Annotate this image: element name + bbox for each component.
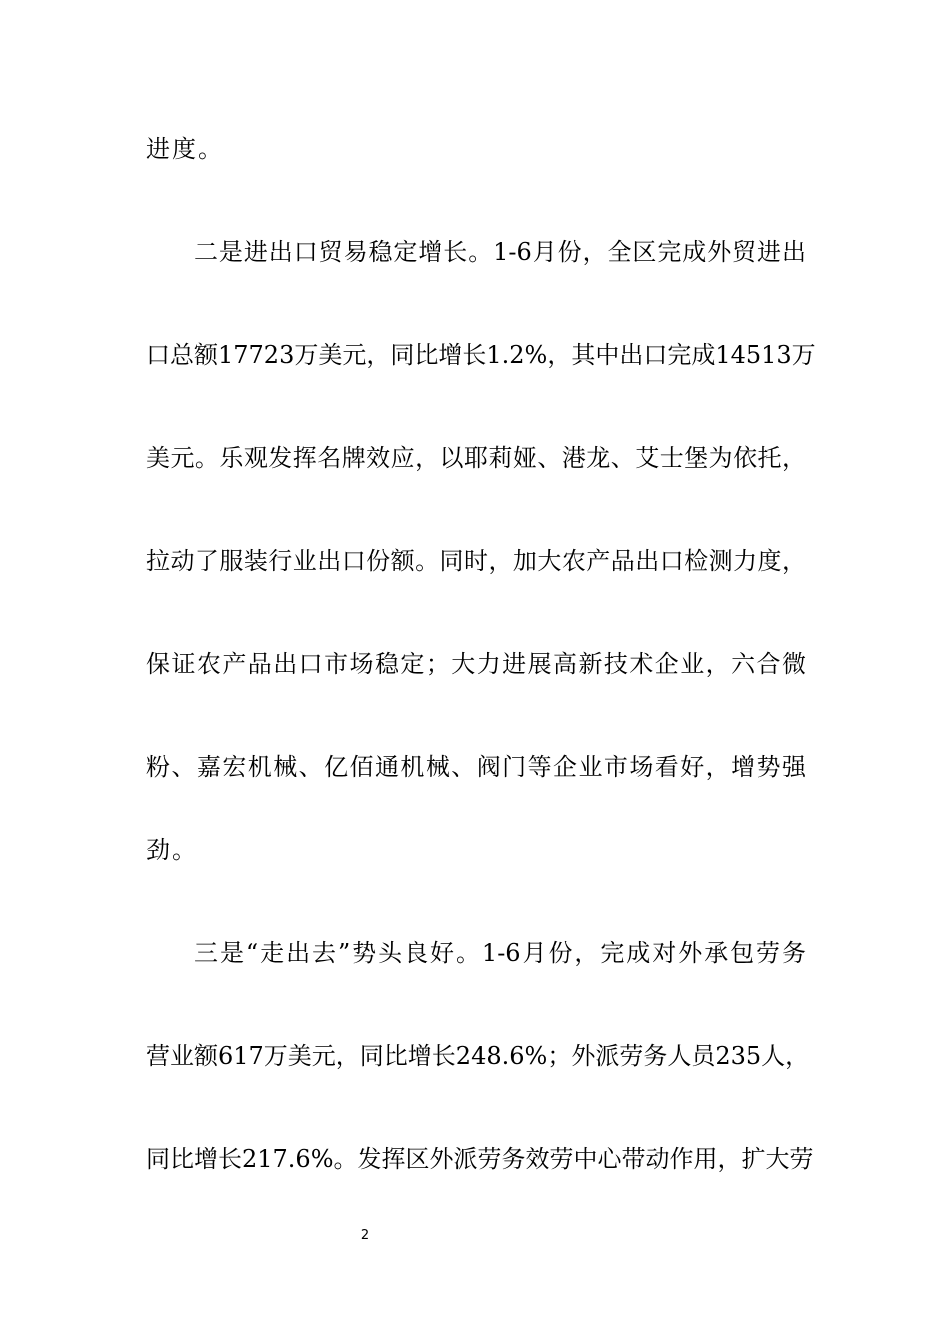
text-line: 营业额617万美元，同比增长248.6%；外派劳务人员235人，: [146, 1042, 810, 1070]
page-number: 2: [360, 1228, 370, 1243]
text-line: 保证农产品出口市场稳定；大力进展高新技术企业，六合微: [146, 650, 806, 678]
text-line: 劲。: [146, 836, 198, 864]
text-line: 美元。乐观发挥名牌效应，以耶莉娅、港龙、艾士堡为依托，: [146, 444, 806, 472]
text-line: 拉动了服装行业出口份额。同时，加大农产品出口检测力度，: [146, 547, 806, 575]
text-line: 二是进出口贸易稳定增长。1-6月份，全区完成外贸进出: [194, 238, 806, 266]
text-line: 同比增长217.6%。发挥区外派劳务效劳中心带动作用，扩大劳: [146, 1145, 814, 1173]
text-line: 粉、嘉宏机械、亿佰通机械、阀门等企业市场看好，增势强: [146, 753, 806, 781]
text-line: 进度。: [146, 135, 224, 163]
text-line: 口总额17723万美元，同比增长1.2%，其中出口完成14513万: [146, 341, 816, 369]
text-line: 三是“走出去”势头良好。1-6月份，完成对外承包劳务: [194, 939, 806, 967]
